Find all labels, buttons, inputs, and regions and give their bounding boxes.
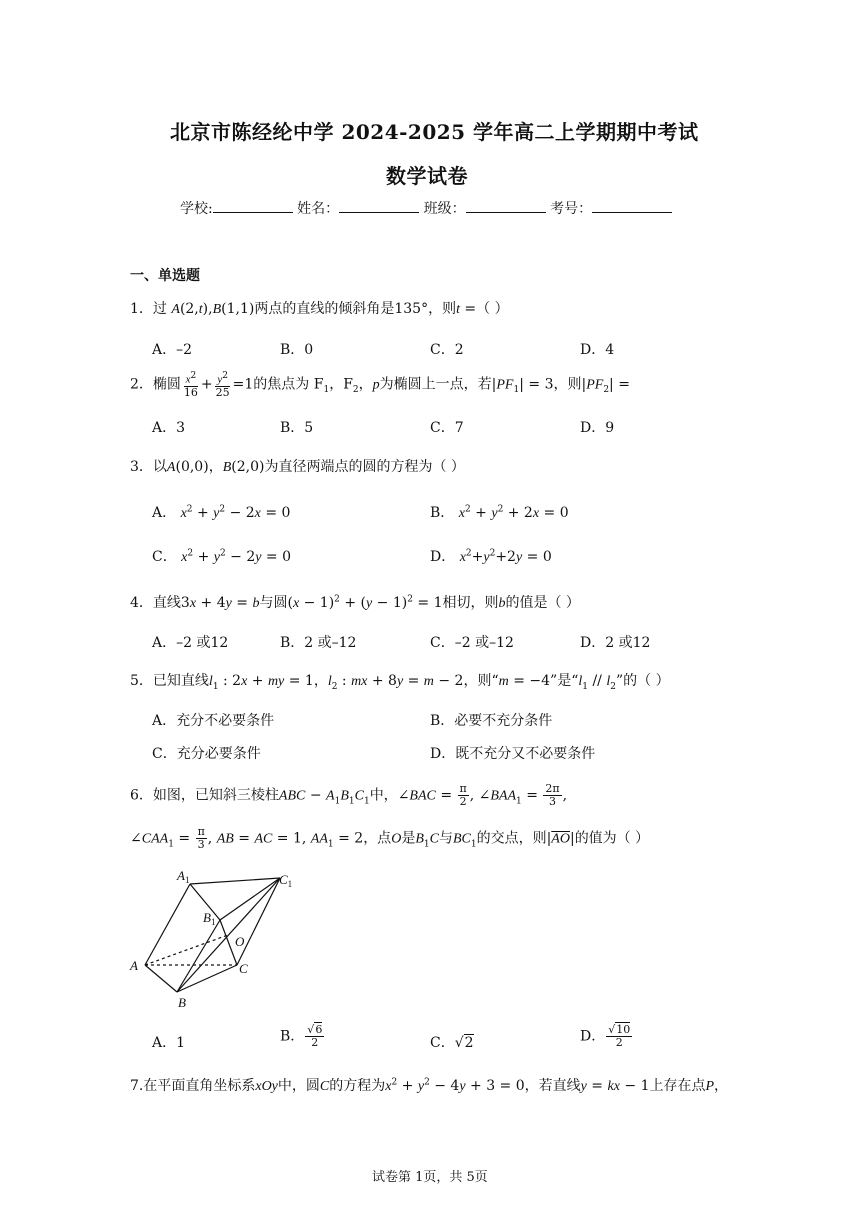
q6-option-d: D． $\frac{√10}{2}$ xyxy=(580,1023,631,1049)
q2-option-a: A．3 xyxy=(152,420,186,436)
class-label: 班级： xyxy=(423,201,466,217)
question-2: 2．椭圆 $\frac{x^2}{16}$ + $\frac{y^2}{25}$ =1的焦点为 $F_1$，$F_2$，p为椭圆上一点，若$|PF_1| = 3$，则$|PF_2|$ = xyxy=(130,371,630,399)
edge-c1c xyxy=(237,878,280,965)
q4-option-b: B．2 或–12 xyxy=(280,635,357,651)
q1-option-b: B．0 xyxy=(280,342,314,358)
q3-option-b: B． $x^2 + y^2 + 2x = 0$ xyxy=(430,504,569,521)
edge-a1c1 xyxy=(190,878,280,884)
question-6-line-1: 6．如图，已知斜三棱柱ABC − $A_1B_1C_1$中，∠BAC = $\frac{\pi}{2}$ , $\angle BAA_1$ = $\frac{2\pi}{3}$ , xyxy=(130,782,568,808)
q1-option-d: D．4 xyxy=(580,342,615,358)
edge-ab xyxy=(145,965,177,992)
exam-subtitle: 数学试卷 xyxy=(386,164,468,188)
label-c: C xyxy=(239,961,248,976)
question-1: 1．过 A(2,t),B(1,1)两点的直线的倾斜角是135°，则t =（ ） xyxy=(130,301,509,317)
info-fields xyxy=(180,198,672,218)
school-label: 学校: xyxy=(180,201,213,217)
label-a1: $A_1$ xyxy=(177,868,190,885)
diag-bc1 xyxy=(177,878,280,992)
section-title: 一、单选题 xyxy=(130,268,200,284)
label-c1: $C_1$ xyxy=(279,872,293,889)
prism-figure xyxy=(125,862,305,1012)
q1-option-a: A．–2 xyxy=(152,342,193,358)
question-7: 7.在平面直角坐标系xOy中，圆C的方程为$x^2 + y^2 - 4y + 3 = 0$，若直线y = kx − 1上存在点P， xyxy=(130,1077,729,1094)
q6-option-a: A．1 xyxy=(152,1035,186,1051)
q3-option-c: C． $x^2 + y^2 - 2y = 0$ xyxy=(152,548,292,565)
q2-option-c: C．7 xyxy=(430,420,464,436)
question-6-line-2: $\angle CAA_1$ = $\frac{\pi}{3}$ , AB = AC = 1, $AA_1 = 2$，点O是$B_1C$与$BC_1$的交点，则$|\overline{AO}|$的值为（ ） xyxy=(130,825,650,851)
name-label: 姓名： xyxy=(297,201,340,217)
page-footer: 试卷第 1页，共 5页 xyxy=(372,1170,488,1185)
q2-option-d: D．9 xyxy=(580,420,615,436)
q5-option-b: B．必要不充分条件 xyxy=(430,713,553,729)
edge-b1b xyxy=(177,920,220,992)
question-4: 4．直线3x + 4y = b与圆$(x - 1)^2 + (y - 1)^2 = 1$相切，则b的值是（ ） xyxy=(130,594,580,611)
q3-option-a: A． $x^2 + y^2 - 2x = 0$ xyxy=(152,504,291,521)
q4-option-d: D．2 或12 xyxy=(580,635,651,651)
question-3: 3．以A(0,0)，B(2,0)为直径两端点的圆的方程为（ ） xyxy=(130,459,465,475)
q5-option-d: D．既不充分又不必要条件 xyxy=(430,746,596,762)
name-blank xyxy=(339,200,419,213)
exam-title: 北京市陈经纶中学 2024-2025 学年高二上学期期中考试 xyxy=(170,120,699,144)
id-blank xyxy=(592,200,672,213)
q5-option-c: C．充分必要条件 xyxy=(152,746,261,762)
q5-option-a: A．充分不必要条件 xyxy=(152,713,275,729)
label-o: O xyxy=(235,934,245,949)
label-b: B xyxy=(178,995,186,1010)
class-blank xyxy=(466,200,546,213)
q1-option-c: C．2 xyxy=(430,342,464,358)
q4-option-c: C．–2 或–12 xyxy=(430,635,514,651)
school-blank xyxy=(213,200,293,213)
q3-option-d: D． $x^2+y^2+2y = 0$ xyxy=(430,548,552,565)
q6-option-c: C．√2 xyxy=(430,1035,474,1051)
edge-a1a xyxy=(145,884,190,965)
id-label: 考号： xyxy=(550,201,593,217)
q4-option-a: A．–2 或12 xyxy=(152,635,229,651)
label-b1: $B_1$ xyxy=(203,910,216,927)
label-a: A xyxy=(130,958,138,973)
question-5: 5．已知直线$l_1$ : 2x + my = 1，$l_2$ : mx + 8y = m − 2，则“m = −4”是“$l_1 // l_2$”的（ ） xyxy=(130,673,670,692)
q6-option-b: B． $\frac{√6}{2}$ xyxy=(280,1023,323,1049)
q2-option-b: B．5 xyxy=(280,420,314,436)
edge-bc xyxy=(177,965,237,992)
edge-b1c1 xyxy=(220,878,280,920)
